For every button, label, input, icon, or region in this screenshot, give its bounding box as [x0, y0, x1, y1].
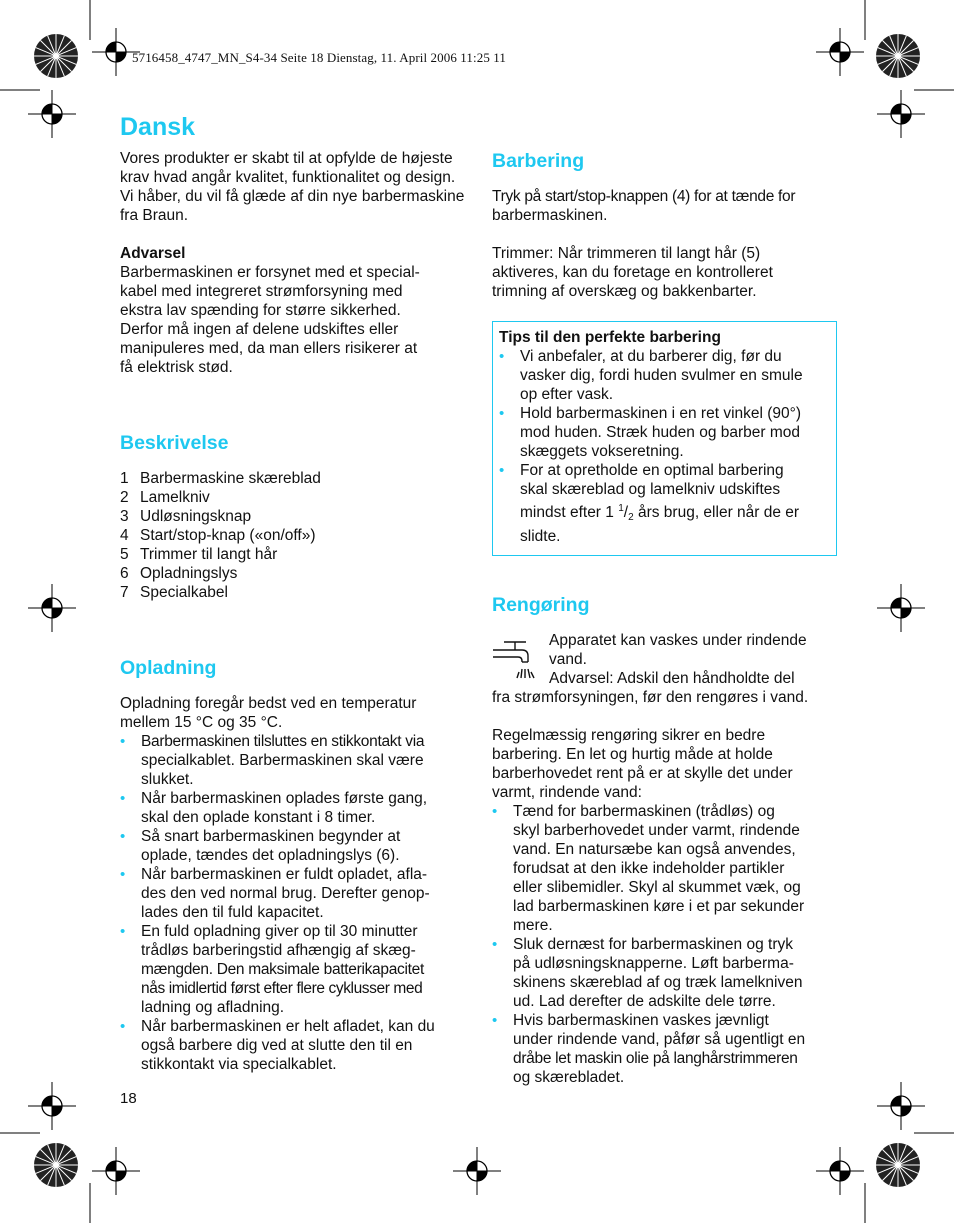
- bullet-icon: •: [120, 733, 126, 750]
- bullet-icon: •: [499, 405, 505, 422]
- bullet-icon: •: [120, 1018, 126, 1035]
- text-line: Når barbermaskinen er helt afladet, kan du: [141, 1018, 435, 1035]
- warning-line: Derfor må ingen af delene udskiftes eller: [120, 321, 399, 338]
- text-line: mindst efter 1: [520, 504, 619, 521]
- list-item: [492, 802, 837, 935]
- text-line: mængden. Den maksimale batterikapacitet: [141, 961, 424, 978]
- text-line: under rindende vand, påfør så ugentligt en: [513, 1031, 806, 1048]
- part-number: 6: [120, 565, 129, 582]
- charging-heading: Opladning: [120, 657, 217, 679]
- charging-intro: [120, 694, 465, 732]
- text-line: Regelmæssig rengøring sikrer en bedre: [492, 727, 766, 744]
- tips-heading: Tips til den perfekte barbering: [499, 329, 721, 346]
- text-line: skyl barberhovedet under varmt, rindende: [513, 822, 800, 839]
- list-item: [120, 789, 465, 827]
- parts-list: [120, 469, 465, 602]
- text-line: En fuld opladning giver op til 30 minutter: [141, 923, 418, 940]
- list-item: [499, 347, 830, 404]
- left-column: [120, 112, 465, 1074]
- list-item: [120, 488, 465, 507]
- fraction-denominator: 2: [628, 512, 634, 523]
- list-item: [492, 1011, 837, 1087]
- intro-text: Vores produkter er skabt til at opfylde de højeste krav hvad angår kvalitet, funktionalitet og design. Vi håber, du vil få glæde af din nye barbermaskine fra Braun.: [120, 150, 465, 224]
- text-line: slidte.: [520, 528, 561, 545]
- text-line: trådløs barberingstid afhængig af skæg-: [141, 942, 416, 959]
- text-line: stikkontakt via specialkablet.: [141, 1056, 337, 1073]
- warning-line: få elektrisk stød.: [120, 359, 233, 376]
- list-item: [120, 922, 465, 1017]
- text-line: skæggets vokseretning.: [520, 443, 684, 460]
- text-line: skinens skæreblad af og træk lamelkniven: [513, 974, 803, 991]
- text-line: Når barbermaskinen er fuldt opladet, afla-: [141, 866, 428, 883]
- print-header: 5716458_4747_MN_S4-34 Seite 18 Dienstag, 11. April 2006 11:25 11: [132, 50, 506, 65]
- list-item: [120, 732, 465, 789]
- page-number: 18: [120, 1090, 137, 1107]
- part-number: 1: [120, 470, 129, 487]
- text-line: års brug, eller når de er: [633, 504, 800, 521]
- text-line: Vi anbefaler, at du barberer dig, før du: [520, 348, 782, 365]
- list-item: [120, 865, 465, 922]
- text-line: For at opretholde en optimal barbering: [520, 462, 784, 479]
- text-line: Når barbermaskinen oplades første gang,: [141, 790, 428, 807]
- text-line: mere.: [513, 917, 553, 934]
- bullet-icon: •: [120, 828, 126, 845]
- text-line: Barbermaskinen tilsluttes en stikkontakt via: [141, 733, 425, 750]
- fraction-slash: /: [623, 504, 629, 521]
- text-line: barberhovedet rent på er at skylle det under: [492, 765, 793, 782]
- part-number: 7: [120, 584, 129, 601]
- warning-line: kabel med integreret strømforsyning med: [120, 283, 403, 300]
- warning-section: [120, 244, 465, 377]
- bullet-icon: •: [120, 866, 126, 883]
- text-line: vand.: [549, 651, 587, 668]
- text-line: slukket.: [141, 771, 194, 788]
- list-item: [120, 827, 465, 865]
- text-line: aktiveres, kan du foretage en kontrolleret: [492, 264, 773, 281]
- text-line: mod huden. Stræk huden og barber mod: [520, 424, 801, 441]
- water-tap-icon: [492, 639, 542, 681]
- text-line: Tryk på start/stop-knappen (4) for at tænde for: [492, 188, 796, 205]
- text-line: Tænd for barbermaskinen (trådløs) og: [513, 803, 775, 820]
- list-item: [492, 935, 837, 1011]
- text-line: op efter vask.: [520, 386, 614, 403]
- part-label: Start/stop-knap («on/off»): [140, 527, 316, 544]
- warning-line: manipuleres med, da man ellers risikerer at: [120, 340, 418, 357]
- text-line: lad barbermaskinen køre i et par sekunder: [513, 898, 805, 915]
- bullet-icon: •: [499, 348, 505, 365]
- text-line: Trimmer: Når trimmeren til langt hår (5): [492, 245, 761, 262]
- text-line: lades den til fuld kapacitet.: [141, 904, 324, 921]
- shaving-text-2: [492, 244, 837, 301]
- part-number: 2: [120, 489, 129, 506]
- part-label: Lamelkniv: [140, 489, 210, 506]
- part-label: Specialkabel: [140, 584, 228, 601]
- text-line: dråbe let maskin olie på langhårstrimmeren: [513, 1050, 798, 1067]
- bullet-icon: •: [492, 1012, 498, 1029]
- text-line: ud. Lad derefter de adskilte dele tørre.: [513, 993, 776, 1010]
- text-line: vand. En natursæbe kan også anvendes,: [513, 841, 796, 858]
- charging-bullets: [120, 732, 465, 1074]
- shaving-heading: Barbering: [492, 150, 585, 172]
- tap-note: [492, 631, 837, 707]
- cleaning-intro: [492, 726, 837, 802]
- page-title: Dansk: [120, 113, 196, 141]
- text-line: Hold barbermaskinen i en ret vinkel (90°): [520, 405, 802, 422]
- bullet-icon: •: [492, 936, 498, 953]
- tap-text: [492, 631, 837, 688]
- part-label: Udløsningsknap: [140, 508, 252, 525]
- text-line: barbering. En let og hurtig måde at holde: [492, 746, 773, 763]
- text-line: skal den oplade konstant i 8 timer.: [141, 809, 376, 826]
- text-line: også barbere dig ved at slutte den til en: [141, 1037, 413, 1054]
- text-line: Advarsel: Adskil den håndholdte del: [549, 670, 795, 687]
- part-number: 3: [120, 508, 129, 525]
- list-item: [120, 583, 465, 602]
- text-line: forudsat at den ikke indeholder partikler: [513, 860, 785, 877]
- text-line: nås imidlertid først efter flere cyklusser med: [141, 980, 423, 997]
- cleaning-bullets: [492, 802, 837, 1087]
- list-item: [120, 1017, 465, 1074]
- text-line: Sluk dernæst for barbermaskinen og tryk: [513, 936, 793, 953]
- part-label: Trimmer til langt hår: [140, 546, 278, 563]
- text-line: Så snart barbermaskinen begynder at: [141, 828, 401, 845]
- text-line: varmt, rindende vand:: [492, 784, 642, 801]
- bullet-icon: •: [492, 803, 498, 820]
- right-column: [492, 112, 837, 1087]
- text-line: eller slibemidler. Skyl al skummet væk, og: [513, 879, 801, 896]
- text-line: skal skæreblad og lamelkniv udskiftes: [520, 481, 781, 498]
- bullet-icon: •: [120, 790, 126, 807]
- shaving-text-1: [492, 187, 837, 225]
- warning-line: ekstra lav spænding for større sikkerhed.: [120, 302, 401, 319]
- tap-text-last: fra strømforsyningen, før den rengøres i vand.: [492, 689, 809, 706]
- list-item: [499, 404, 830, 461]
- text-line: vasker dig, fordi huden svulmer en smule: [520, 367, 803, 384]
- text-line: mellem 15 °C og 35 °C.: [120, 714, 283, 731]
- fraction-numerator: 1: [618, 503, 624, 514]
- text-line: ladning og afladning.: [141, 999, 285, 1016]
- text-line: des den ved normal brug. Derefter genop-: [141, 885, 430, 902]
- list-item: [120, 545, 465, 564]
- tips-bullets: [499, 347, 830, 546]
- text-line: barbermaskinen.: [492, 207, 608, 224]
- part-number: 5: [120, 546, 129, 563]
- part-number: 4: [120, 527, 129, 544]
- text-line: specialkablet. Barbermaskinen skal være: [141, 752, 424, 769]
- list-item: [120, 469, 465, 488]
- list-item: [120, 526, 465, 545]
- bullet-icon: •: [120, 923, 126, 940]
- bullet-icon: •: [499, 462, 505, 479]
- text-line: og skærebladet.: [513, 1069, 625, 1086]
- text-line: på udløsningsknapperne. Løft barberma-: [513, 955, 794, 972]
- warning-text: [120, 263, 465, 377]
- part-label: Barbermaskine skæreblad: [140, 470, 321, 487]
- list-item: [120, 564, 465, 583]
- part-label: Opladningslys: [140, 565, 238, 582]
- description-heading: Beskrivelse: [120, 432, 229, 454]
- list-item: [499, 461, 830, 546]
- text-line: oplade, tændes det opladningslys (6).: [141, 847, 400, 864]
- tips-box: [492, 321, 837, 556]
- warning-line: Barbermaskinen er forsynet med et special-: [120, 264, 420, 281]
- warning-heading: Advarsel: [120, 245, 186, 262]
- text-line: Apparatet kan vaskes under rindende: [549, 632, 807, 649]
- cleaning-heading: Rengøring: [492, 594, 590, 616]
- text-line: Hvis barbermaskinen vaskes jævnligt: [513, 1012, 769, 1029]
- text-line: trimning af overskæg og bakkenbarter.: [492, 283, 757, 300]
- list-item: [120, 507, 465, 526]
- text-line: Opladning foregår bedst ved en temperatur: [120, 695, 417, 712]
